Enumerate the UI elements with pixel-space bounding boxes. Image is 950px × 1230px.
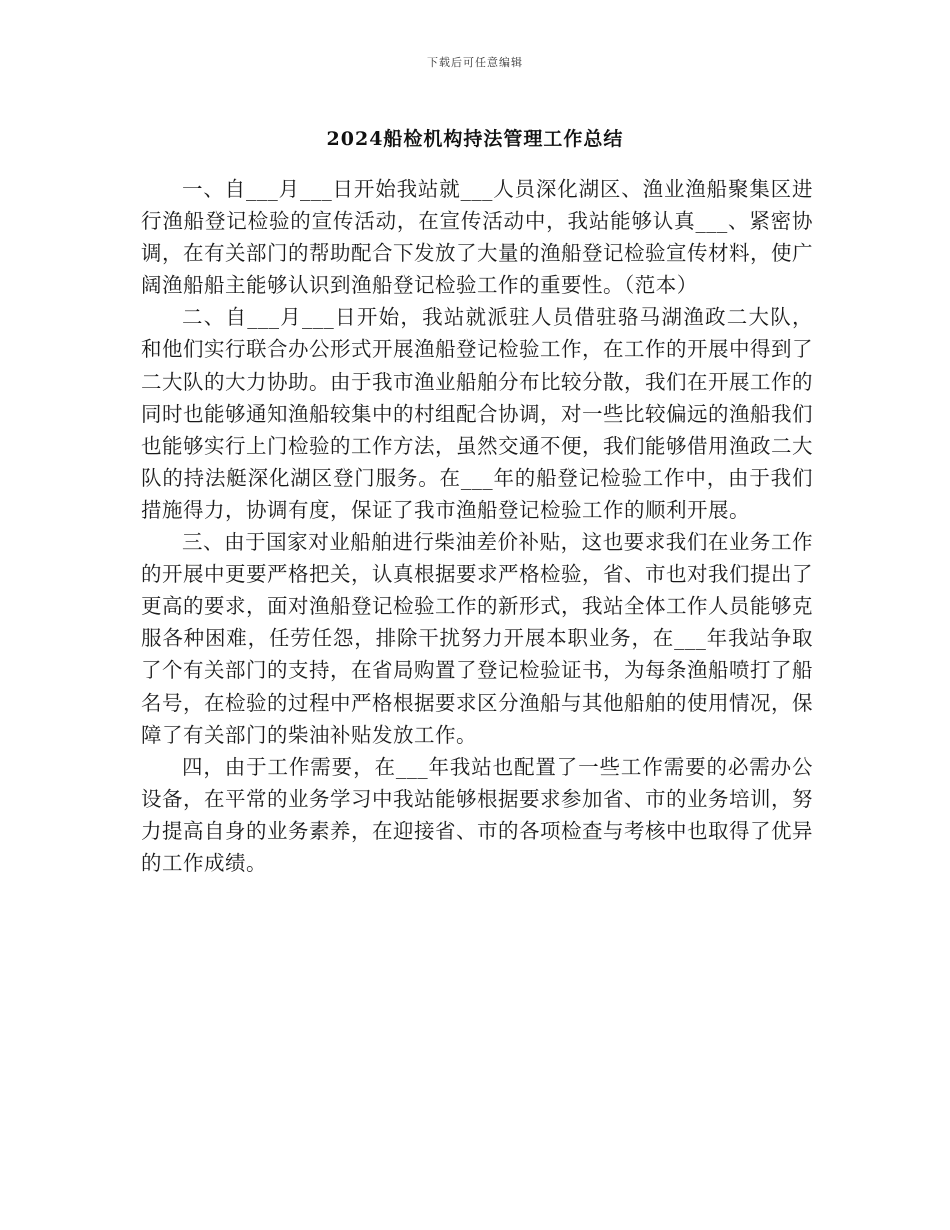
- paragraph-3: 三、由于国家对业船舶进行柴油差价补贴，这也要求我们在业务工作的开展中更要严格把关，认真根据要求严格检验，省、市也对我们提出了更高的要求，面对渔船登记检验工作的新形式，我站全体工作人员能够克服各种困难，任劳任怨，排除干扰努力开展本职业务，在___年我站争取了个有关部门的支持，在省局购置了登记检验证书，为每条渔船喷打了船名号，在检验的过程中严格根据要求区分渔船与其他船舶的使用情况，保障了有关部门的柴油补贴发放工作。: [141, 530, 813, 747]
- paragraph-4: 四，由于工作需要，在___年我站也配置了一些工作需要的必需办公设备，在平常的业务学习中我站能够根据要求参加省、市的业务培训，努力提高自身的业务素养，在迎接省、市的各项检查与考核中也取得了优异的工作成绩。: [141, 754, 813, 875]
- header-note: 下载后可任意编辑: [427, 56, 523, 69]
- paragraph-1: 一、自___月___日开始我站就___人员深化湖区、渔业渔船聚集区进行渔船登记检验的宣传活动，在宣传活动中，我站能够认真___、紧密协调，在有关部门的帮助配合下发放了大量的渔船登记检验宣传材料，使广阔渔船船主能够认识到渔船登记检验工作的重要性。（范本）: [141, 177, 813, 298]
- paragraph-2: 二、自___月___日开始，我站就派驻人员借驻骆马湖渔政二大队，和他们实行联合办公形式开展渔船登记检验工作，在工作的开展中得到了二大队的大力协助。由于我市渔业船舶分布比较分散，我们在开展工作的同时也能够通知渔船较集中的村组配合协调，对一些比较偏远的渔船我们也能够实行上门检验的工作方法，虽然交通不便，我们能够借用渔政二大队的持法艇深化湖区登门服务。在___年的船登记检验工作中，由于我们措施得力，协调有度，保证了我市渔船登记检验工作的顺利开展。: [141, 305, 813, 522]
- document-body: [141, 173, 813, 879]
- document-title: 2024船检机构持法管理工作总结: [326, 128, 624, 150]
